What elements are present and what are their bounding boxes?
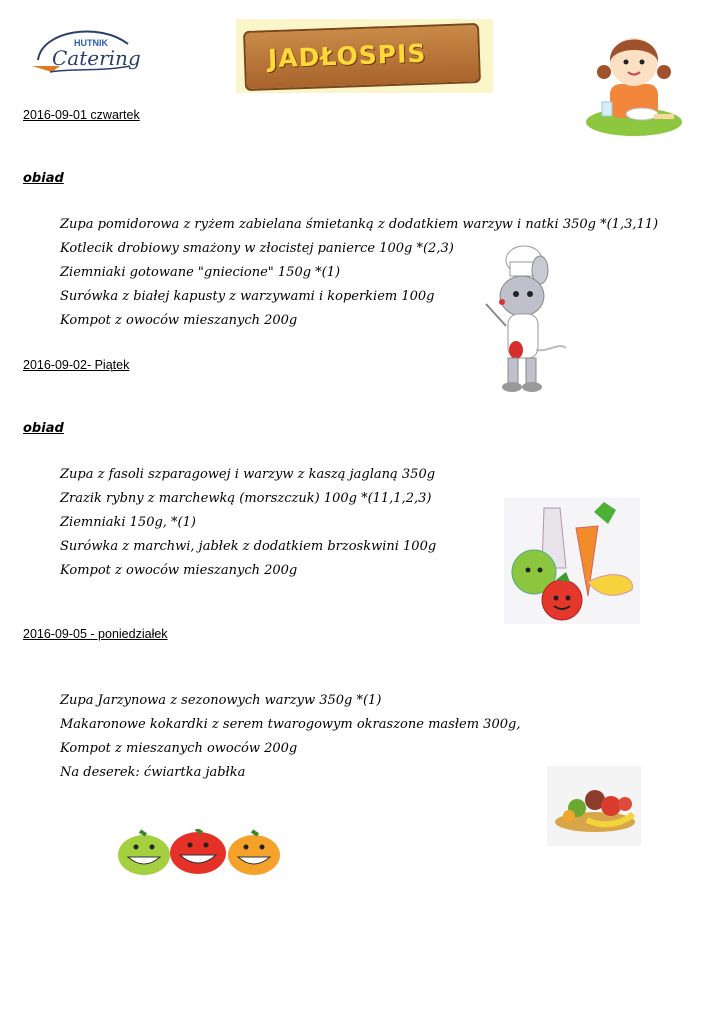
dish-item: Makaronowe kokardki z serem twarogowym okraszone masłem 300g, [60, 717, 521, 732]
dish-item: Kotlecik drobiowy smażony w złocistej panierce 100g *(2,3) [60, 241, 454, 256]
dish-item: Kompot z mieszanych owoców 200g [60, 741, 298, 756]
section-label: obiad [23, 421, 64, 436]
day-date: 2016-09-01 czwartek [23, 108, 140, 122]
smiling-fruits-illustration [116, 829, 282, 879]
banner-title: JADŁOSPIS [267, 38, 427, 74]
fruit-bowl-illustration [547, 766, 641, 846]
dish-item: Ziemniaki 150g, *(1) [60, 515, 196, 530]
girl-eating-illustration [584, 22, 684, 140]
dish-item: Zrazik rybny z marchewką (morszczuk) 100g *(11,1,2,3) [60, 491, 432, 506]
logo-name: Catering [52, 46, 141, 70]
dish-item: Zupa z fasoli szparagowej i warzyw z kaszą jaglaną 350g [60, 467, 436, 482]
dish-item: Ziemniaki gotowane "gniecione" 150g *(1) [60, 265, 341, 280]
dish-item: Kompot z owoców mieszanych 200g [60, 563, 298, 578]
section-label: obiad [23, 171, 64, 186]
dish-item: Kompot z owoców mieszanych 200g [60, 313, 298, 328]
dish-item: Surówka z białej kapusty z warzywami i koperkiem 100g [60, 289, 435, 304]
vegetables-illustration [504, 498, 640, 624]
logo-brand: HUTNIK [74, 38, 108, 48]
dish-item: Na deserek: ćwiartka jabłka [60, 765, 246, 780]
catering-logo [30, 22, 141, 78]
dish-item: Zupa Jarzynowa z sezonowych warzyw 350g *(1) [60, 693, 382, 708]
wooden-sign [243, 23, 481, 91]
mouse-chef-illustration [478, 242, 568, 394]
day-date: 2016-09-05 - poniedziałek [23, 627, 168, 641]
menu-banner [236, 19, 493, 93]
day-date: 2016-09-02- Piątek [23, 358, 130, 372]
dish-item: Surówka z marchwi, jabłek z dodatkiem brzoskwini 100g [60, 539, 437, 554]
dish-item: Zupa pomidorowa z ryżem zabielana śmietanką z dodatkiem warzyw i natki 350g *(1,3,11) [60, 217, 659, 232]
